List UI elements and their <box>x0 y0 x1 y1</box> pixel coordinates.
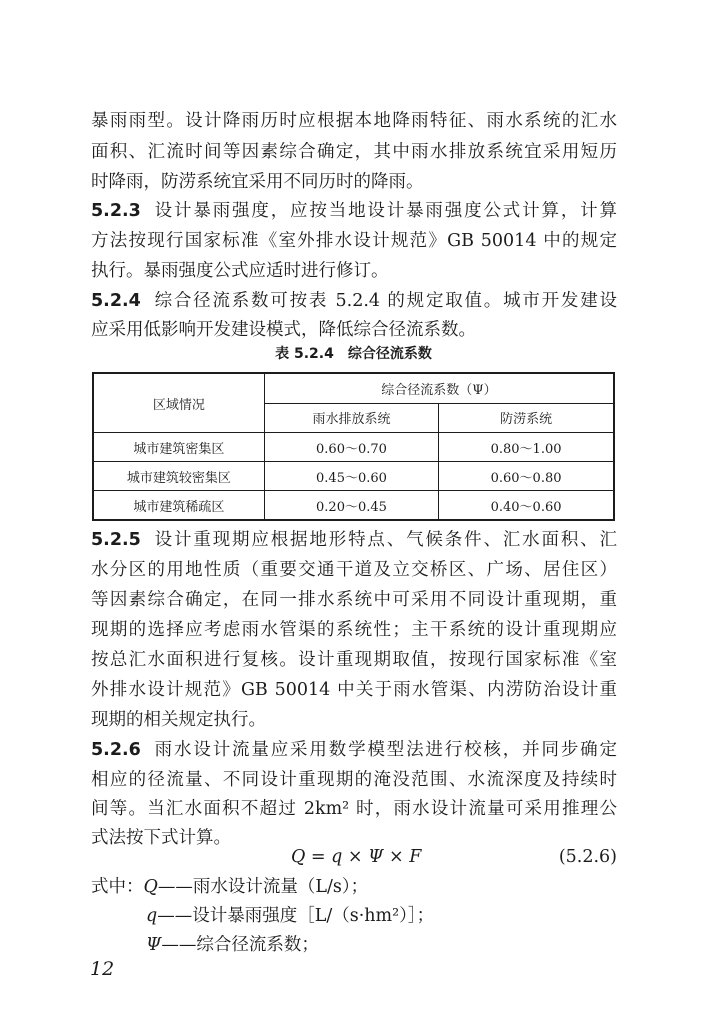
definition-psi <box>146 933 319 957</box>
definition-symbol: Ψ <box>146 935 162 955</box>
table-cell: 0.60～0.70 <box>264 433 438 462</box>
table-row <box>93 433 614 462</box>
body-line: 执行。暴雨强度公式应适时进行修订。 <box>91 261 389 281</box>
clause-number: 5.2.5 <box>91 530 141 550</box>
table-cell: 城市建筑较密集区 <box>93 462 264 491</box>
table-cell: 0.80～1.00 <box>439 433 614 462</box>
formula-line <box>91 845 617 869</box>
body-line: 水分区的用地性质（重要交通干道及立交桥区、广场、居住区） <box>91 560 617 580</box>
clause-5-2-6-first-line <box>91 738 617 762</box>
body-line: 现期的相关规定执行。 <box>91 710 266 730</box>
definition-symbol: q <box>146 906 158 926</box>
body-line: 方法按现行国家标准《室外排水设计规范》GB 50014 中的规定 <box>91 231 617 251</box>
definition-q-flow <box>91 875 368 899</box>
body-text: 设计重现期应根据地形特点、气候条件、汇水面积、汇 <box>152 530 617 550</box>
body-text: 雨水设计流量应采用数学模型法进行校核，并同步确定 <box>152 740 617 760</box>
coefficient-table <box>92 372 615 521</box>
body-line: 应采用低影响开发建设模式，降低综合径流系数。 <box>91 320 476 340</box>
table-cell: 0.40～0.60 <box>439 491 614 521</box>
table-cell: 0.20～0.45 <box>264 491 438 521</box>
body-line: 式法按下式计算。 <box>91 828 231 848</box>
header-col-flood: 防涝系统 <box>439 403 614 433</box>
body-line: 暴雨雨型。设计降雨历时应根据本地降雨特征、雨水系统的汇水 <box>91 111 617 131</box>
body-line: 间等。当汇水面积不超过 2km² 时，雨水设计流量可采用推理公 <box>91 799 617 819</box>
definition-symbol: Q <box>143 877 158 897</box>
clause-5-2-4-first-line <box>91 289 617 313</box>
body-text: 综合径流系数可按表 5.2.4 的规定取值。城市开发建设 <box>152 291 617 311</box>
body-line: 时降雨，防涝系统宜采用不同历时的降雨。 <box>91 172 424 192</box>
table-row <box>93 462 614 491</box>
body-text: 设计暴雨强度，应按当地设计暴雨强度公式计算，计算 <box>152 201 617 221</box>
body-line: 相应的径流量、不同设计重现期的淹没范围、水流深度及持续时 <box>91 770 617 790</box>
header-region: 区域情况 <box>93 373 264 433</box>
definition-text: ——综合径流系数； <box>161 935 319 955</box>
body-line: 等因素综合确定，在同一排水系统中可采用不同设计重现期，重 <box>91 590 617 610</box>
clause-5-2-3-first-line <box>91 199 617 223</box>
formula-expression: Q = q × Ψ × F <box>291 847 422 867</box>
table-caption: 表 5.2.4 综合径流系数 <box>275 346 432 362</box>
clause-number: 5.2.3 <box>91 201 141 221</box>
page-number: 12 <box>90 958 115 980</box>
header-col-drainage: 雨水排放系统 <box>264 403 438 433</box>
table-row <box>93 491 614 521</box>
table-cell: 0.45～0.60 <box>264 462 438 491</box>
definition-text: ——雨水设计流量（L/s）； <box>157 877 369 897</box>
formula-number: (5.2.6) <box>558 847 617 867</box>
table-cell: 城市建筑密集区 <box>93 433 264 462</box>
definition-q-intensity <box>146 904 434 928</box>
body-line: 按总汇水面积进行复核。设计重现期取值，按现行国家标准《室 <box>91 650 617 670</box>
clause-5-2-5-first-line <box>91 528 617 552</box>
body-line: 外排水设计规范》GB 50014 中关于雨水管渠、内涝防治设计重 <box>91 680 617 700</box>
definition-text: ——设计暴雨强度［L/（s·hm²）］； <box>157 906 435 926</box>
clause-number: 5.2.4 <box>91 291 141 311</box>
body-line: 面积、汇流时间等因素综合确定，其中雨水排放系统宜采用短历 <box>91 142 617 162</box>
clause-number: 5.2.6 <box>91 740 141 760</box>
definition-prefix: 式中： <box>91 877 144 897</box>
table-cell: 城市建筑稀疏区 <box>93 491 264 521</box>
body-line: 现期的选择应考虑雨水管渠的系统性；主干系统的设计重现期应 <box>91 620 617 640</box>
table-cell: 0.60～0.80 <box>439 462 614 491</box>
header-group: 综合径流系数（Ψ） <box>264 373 614 403</box>
